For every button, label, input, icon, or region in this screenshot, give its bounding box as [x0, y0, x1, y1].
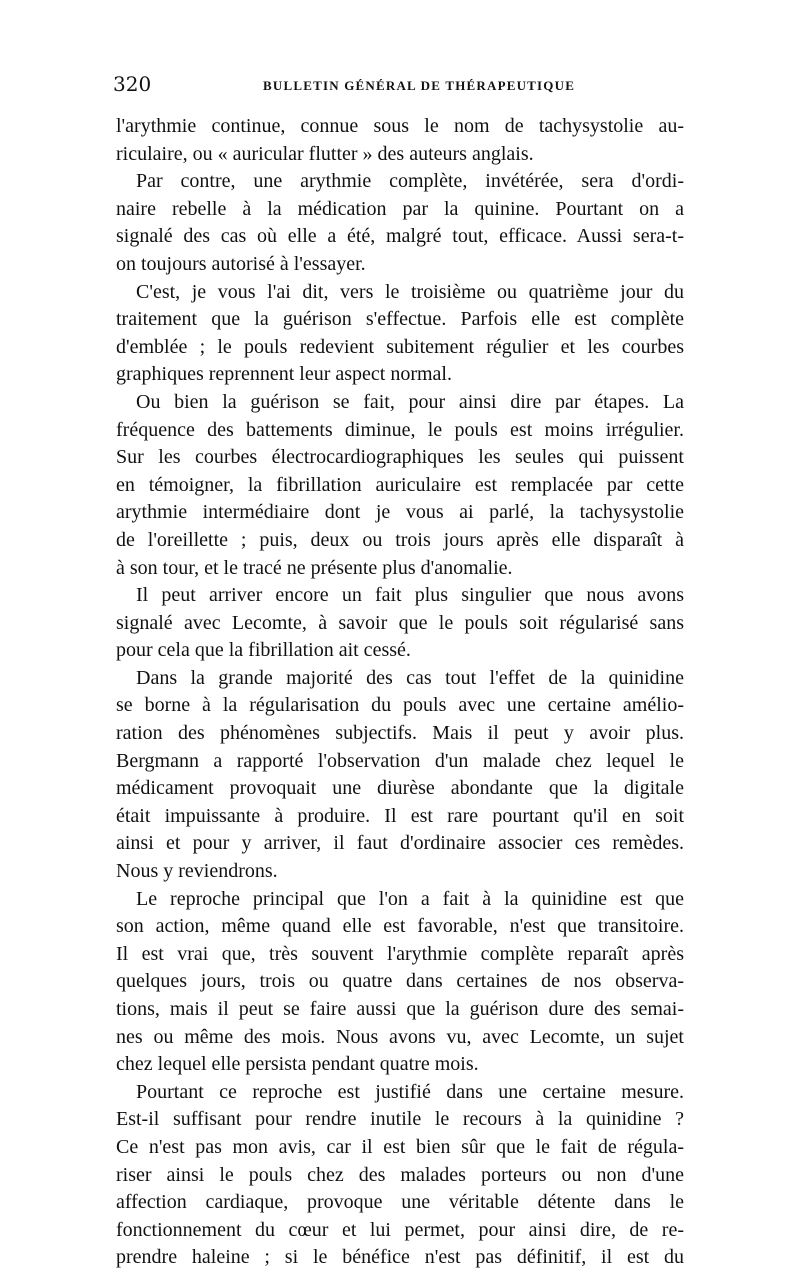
text-line: médicament provoquait une diurèse abondante que la digitale — [116, 777, 684, 800]
text-line: arythmie intermédiaire dont je vous ai parlé, la tachysystolie — [116, 501, 684, 524]
text-line: quelques jours, trois ou quatre dans certaines de nos observa- — [116, 970, 684, 993]
text-line: affection cardiaque, provoque une véritable détente dans le — [116, 1191, 684, 1214]
text-line: son action, même quand elle est favorable, n'est que transitoire. — [116, 915, 684, 938]
paragraph — [116, 582, 684, 665]
text-line: C'est, je vous l'ai dit, vers le troisième ou quatrième jour du — [136, 280, 684, 303]
text-line: Il est vrai que, très souvent l'arythmie complète reparaît après — [116, 942, 684, 965]
text-line: Pourtant ce reproche est justifié dans une certaine mesure. — [136, 1080, 684, 1103]
text-line: on toujours autorisé à l'essayer. — [116, 252, 366, 275]
paragraph — [116, 279, 684, 389]
text-line: riser ainsi le pouls chez des malades porteurs ou non d'une — [116, 1163, 684, 1186]
text-line: était impuissante à produire. Il est rare pourtant qu'il en soit — [116, 804, 684, 827]
text-line: naire rebelle à la médication par la quinine. Pourtant on a — [116, 197, 684, 220]
body-text — [116, 113, 684, 1272]
text-line: fréquence des battements diminue, le pouls est moins irrégulier. — [116, 418, 684, 441]
paragraph — [116, 665, 684, 886]
text-line: Sur les courbes électrocardiographiques les seules qui puissent — [116, 446, 684, 469]
text-line: pour cela que la fibrillation ait cessé. — [116, 639, 411, 662]
text-line: à son tour, et le tracé ne présente plus d'anomalie. — [116, 556, 513, 579]
paragraph — [116, 113, 684, 168]
text-line: Ou bien la guérison se fait, pour ainsi dire par étapes. La — [136, 390, 684, 413]
text-line: Le reproche principal que l'on a fait à la quinidine est que — [136, 887, 684, 910]
text-line: l'arythmie continue, connue sous le nom de tachysystolie au- — [116, 115, 684, 137]
text-line: Est-il suffisant pour rendre inutile le recours à la quinidine ? — [116, 1108, 684, 1131]
text-line: Bergmann a rapporté l'observation d'un malade chez lequel le — [116, 749, 684, 772]
running-title: BULLETIN GÉNÉRAL DE THÉRAPEUTIQUE — [263, 78, 576, 93]
text-line: ration des phénomènes subjectifs. Mais il peut y avoir plus. — [116, 722, 684, 745]
text-line: Ce n'est pas mon avis, car il est bien sûr que le fait de régula- — [116, 1135, 684, 1158]
text-line: de l'oreillette ; puis, deux ou trois jours après elle disparaît à — [116, 528, 684, 551]
text-line: riculaire, ou « auricular flutter » des auteurs anglais. — [116, 142, 534, 165]
paragraph — [116, 389, 684, 582]
paragraph — [116, 1079, 684, 1272]
text-line: graphiques reprennent leur aspect normal. — [116, 363, 452, 386]
text-line: signalé des cas où elle a été, malgré tout, efficace. Aussi sera-t- — [116, 225, 684, 248]
page-header — [113, 72, 683, 102]
text-line: nes ou même des mois. Nous avons vu, avec Lecomte, un sujet — [116, 1025, 684, 1048]
paragraph — [116, 886, 684, 1079]
text-line: chez lequel elle persista pendant quatre mois. — [116, 1053, 479, 1076]
text-line: ainsi et pour y arriver, il faut d'ordinaire associer ces remèdes. — [116, 832, 684, 855]
text-line: signalé avec Lecomte, à savoir que le pouls soit régularisé sans — [116, 611, 684, 634]
text-line: Il peut arriver encore un fait plus singulier que nous avons — [136, 584, 684, 607]
text-line: Nous y reviendrons. — [116, 860, 278, 883]
text-line: prendre haleine ; si le bénéfice n'est pas définitif, il est du — [116, 1246, 684, 1269]
paragraph — [116, 168, 684, 278]
text-line: Par contre, une arythmie complète, invétérée, sera d'ordi- — [136, 170, 684, 193]
text-line: en témoigner, la fibrillation auriculaire est remplacée par cette — [116, 473, 684, 496]
text-line: fonctionnement du cœur et lui permet, pour ainsi dire, de re- — [116, 1218, 684, 1241]
text-line: Dans la grande majorité des cas tout l'effet de la quinidine — [136, 666, 684, 689]
text-line: se borne à la régularisation du pouls avec une certaine amélio- — [116, 694, 684, 717]
text-line: traitement que la guérison s'effectue. Parfois elle est complète — [116, 308, 684, 331]
page-number: 320 — [113, 72, 152, 96]
text-line: tions, mais il peut se faire aussi que la guérison dure des semai- — [116, 998, 684, 1020]
text-line: d'emblée ; le pouls redevient subitement régulier et les courbes — [116, 335, 684, 358]
